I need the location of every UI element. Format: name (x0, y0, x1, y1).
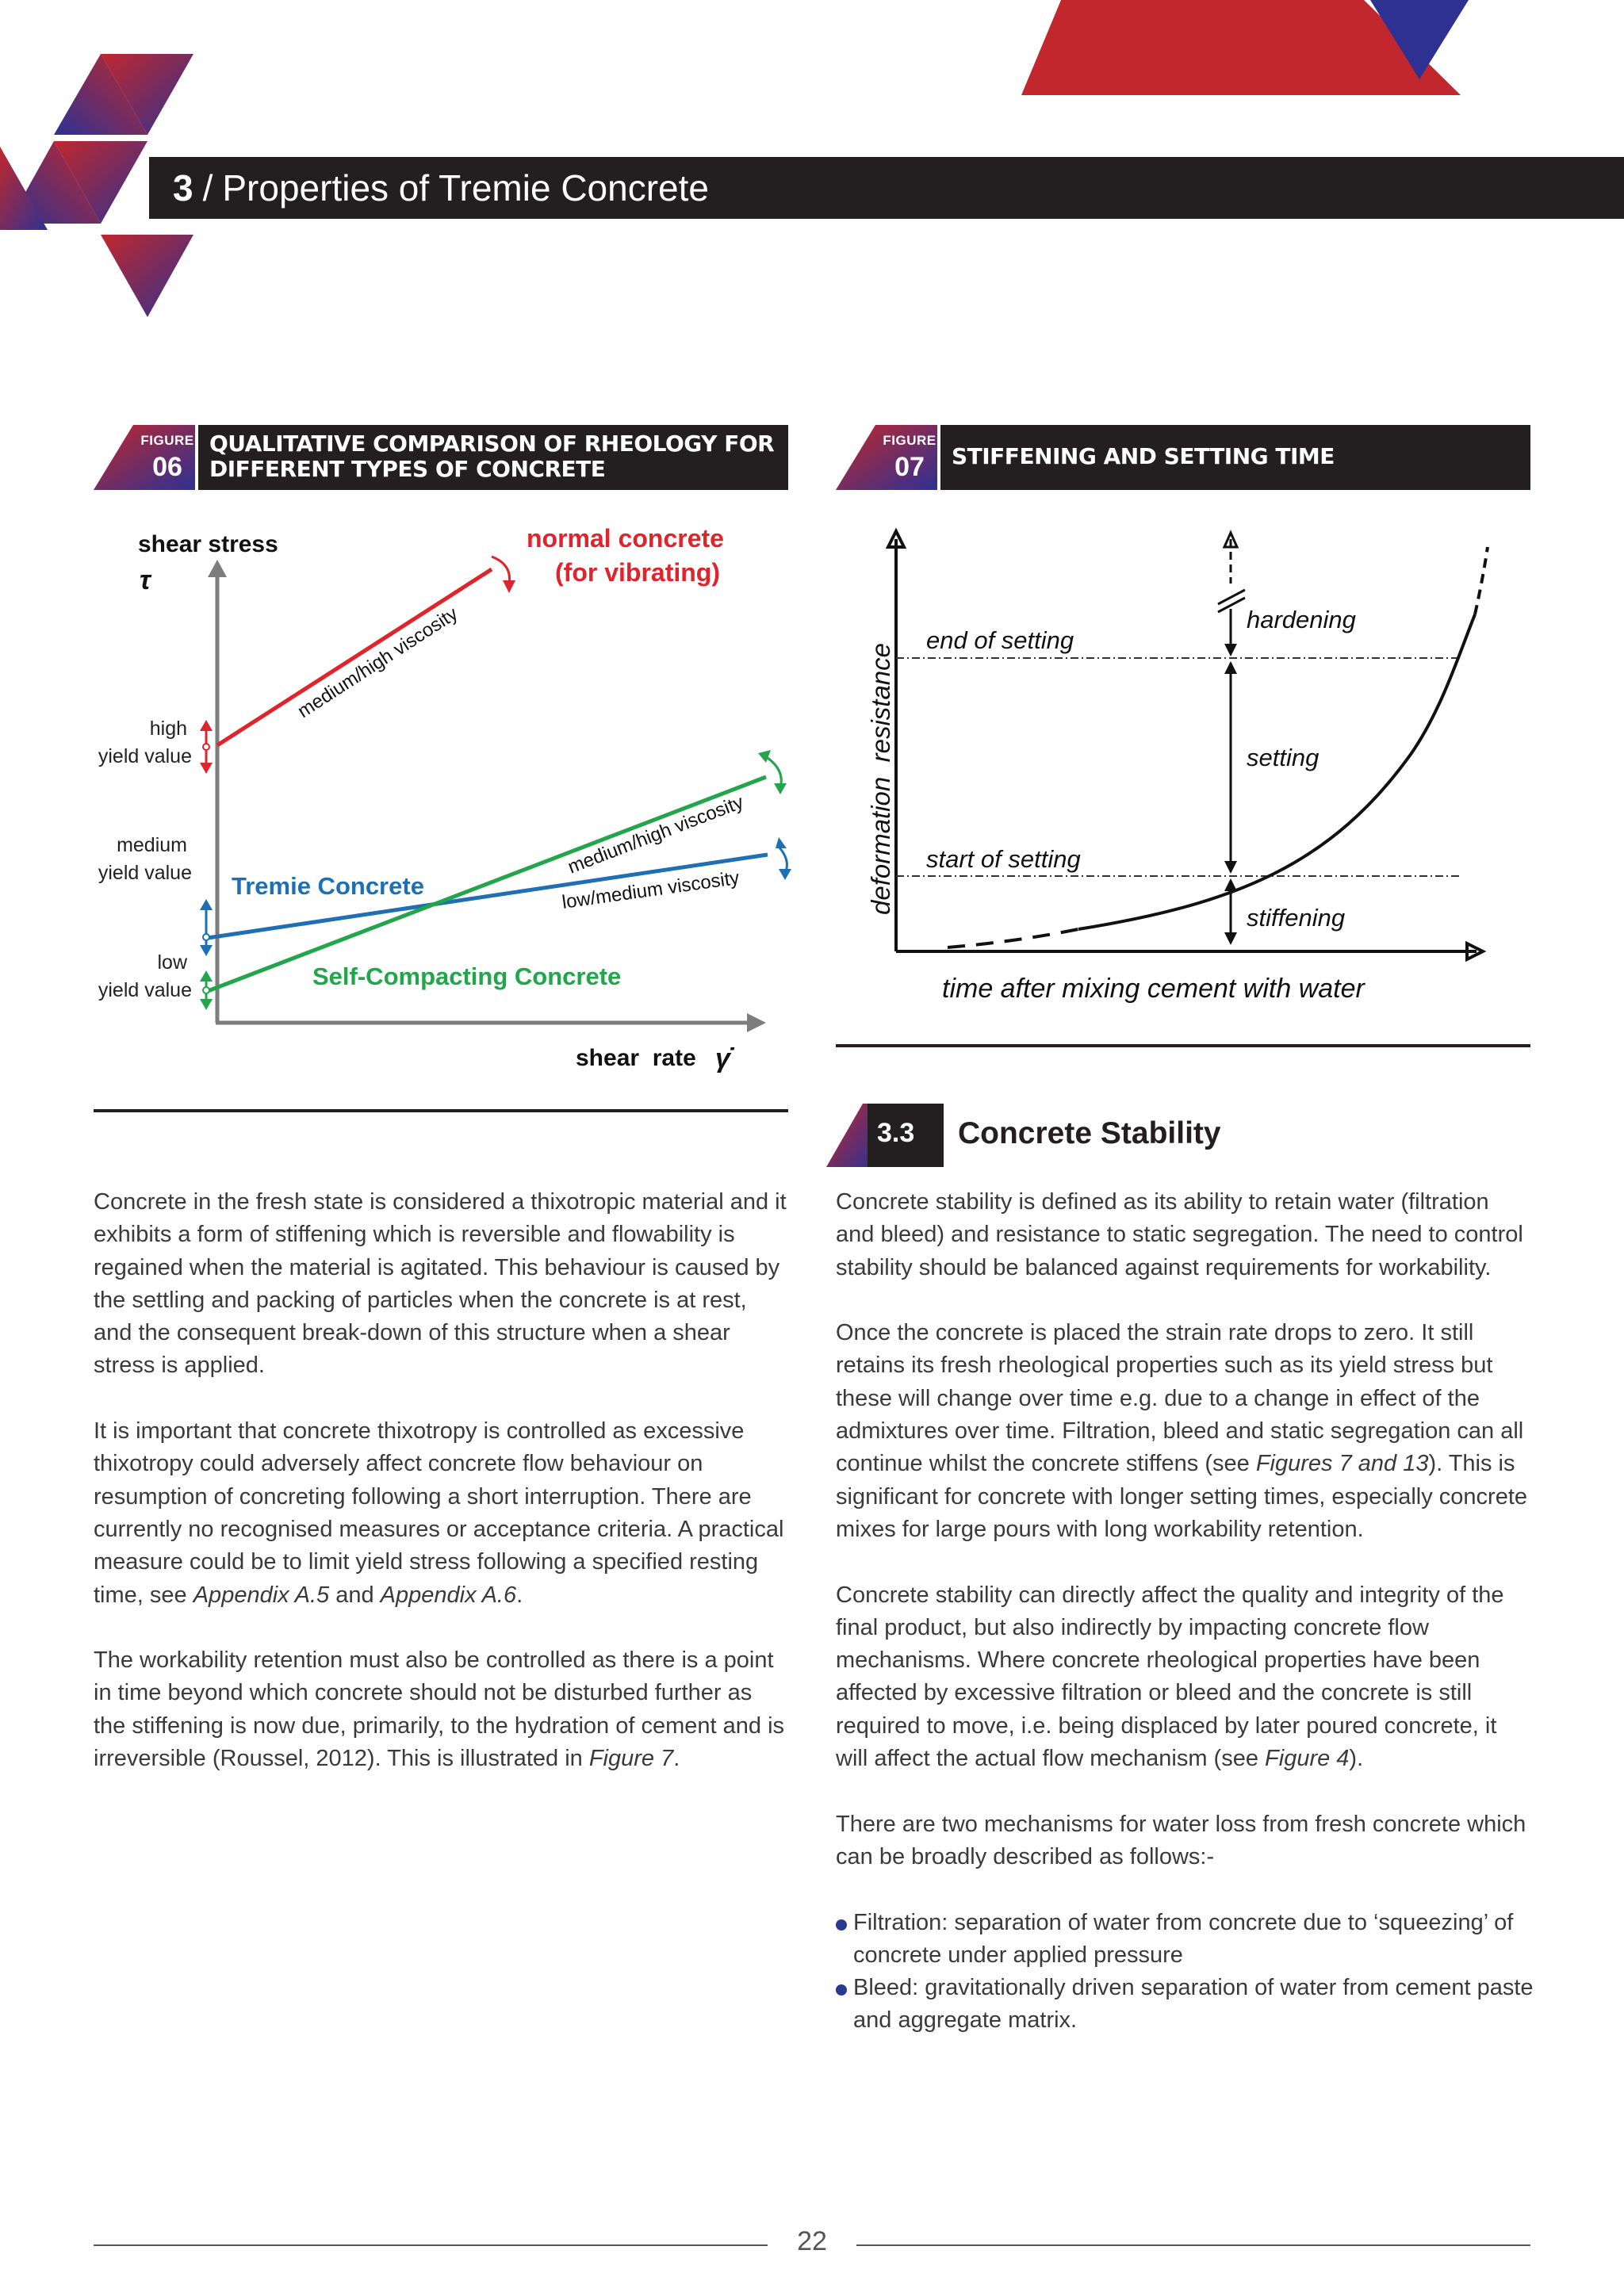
left-column-text (94, 1186, 788, 1808)
figure-6-header (94, 425, 788, 490)
scc-viscosity-label: medium/high viscosity (565, 791, 747, 878)
figure-7-title-bar (940, 425, 1530, 490)
x-axis-symbol: γ̇ (715, 1043, 730, 1073)
x-axis-arrow-head (747, 1013, 766, 1032)
figure-label: FIGURE (883, 433, 936, 448)
tick-label-high-2: yield value (98, 745, 192, 767)
end-of-setting-label: end of setting (926, 626, 1074, 654)
figure-6-title-bar (198, 425, 788, 490)
hardening-label: hardening (1247, 606, 1356, 633)
figure-number: 06 (152, 452, 182, 482)
figure-6-title-line2: DIFFERENT TYPES OF CONCRETE (209, 456, 606, 482)
figure-7-header (836, 425, 1530, 490)
setting-curve (1078, 614, 1475, 929)
figure-7-setting-chart (825, 515, 1538, 1023)
figure-7-tab (836, 425, 937, 490)
figure-number: 07 (894, 452, 925, 482)
page-header-bar (149, 157, 1624, 219)
paragraph: There are two mechanisms for water loss from fresh concrete which can be broadly described as follows:- (836, 1811, 1526, 1869)
figure-reference: Figures 7 and 13 (1255, 1451, 1429, 1477)
bullet-icon (836, 1919, 847, 1931)
tick-label-low-1: low (157, 951, 187, 974)
section-number: 3 (173, 167, 193, 209)
figure-6-bottom-rule (94, 1109, 788, 1112)
footer-rule-left (94, 2244, 768, 2246)
list-item: Filtration: separation of water from concrete due to ‘squeezing’ of concrete under applied pressure (836, 1907, 1534, 1973)
figure-label: FIGURE (140, 433, 194, 448)
start-of-setting-label: start of setting (926, 845, 1081, 873)
tick-label-low-2: yield value (98, 979, 192, 1001)
appendix-reference: Appendix A.5 (193, 1582, 330, 1608)
stiffening-label: stiffening (1247, 904, 1346, 932)
bullet-list (836, 1907, 1534, 2038)
y-axis-arrow-head (208, 560, 227, 577)
tick-label-medium-1: medium (117, 834, 187, 856)
bullet-icon (836, 1984, 847, 1996)
figure-reference: Figure 7 (588, 1746, 674, 1772)
paragraph: Concrete stability is defined as its ability to retain water (filtration and bleed) and resistance to static segregation. The need to control stability should be balanced against requirements for workability. (836, 1189, 1523, 1280)
tick-label-high-1: high (149, 718, 187, 740)
paragraph: Once the concrete is placed the strain rate drops to zero. It still retains its fresh rheological properties such as its yield stress but these will change over time e.g. due to a change in effect of the admixtures over time. Filtration, bleed and static segregation can all continue whilst the concrete stiffens (see Figures 7 and 13). This is significant for concrete with longer setting times, especially concrete mixes for large pours with long workability retention. (836, 1320, 1528, 1542)
normal-concrete-label-2: (for vibrating) (555, 558, 720, 587)
header-title-text: Properties of Tremie Concrete (222, 167, 709, 209)
figure-6-rheology-chart (79, 515, 793, 1086)
section-title: Concrete Stability (958, 1116, 1221, 1150)
section-number-badge: 3.3 (877, 1118, 915, 1148)
scc-label: Self-Compacting Concrete (312, 962, 622, 990)
triangle-decor (101, 235, 193, 317)
paragraph: Concrete stability can directly affect the quality and integrity of the final product, but also indirectly by impacting concrete flow mechanisms. Where concrete rheological properties have been affected by excessive filtration or bleed and the concrete is still required to move, i.e. being displaced by later poured concrete, it will affect the actual flow mechanism (see Figure 4). (836, 1582, 1504, 1772)
y-axis-label: deformation resistance (866, 642, 895, 915)
hardening-curve-dashed (1475, 547, 1488, 614)
figure-7-bottom-rule (836, 1044, 1530, 1047)
paragraph: The workability retention must also be controlled as there is a point in time beyond which concrete should not be disturbed further as the stiffening is now due, primarily, to the hydration of cement and is irreversible (Roussel, 2012). This is illustrated in Figure 7. (94, 1647, 785, 1772)
y-axis-label: shear stress (138, 531, 278, 557)
normal-viscosity-label: medium/high viscosity (293, 603, 462, 723)
appendix-reference: Appendix A.6 (380, 1582, 517, 1608)
page-header-title (173, 166, 709, 209)
list-item: Bleed: gravitationally driven separation of water from cement paste and aggregate matrix. (836, 1972, 1534, 2038)
section-3-3-tab (826, 1104, 944, 1167)
normal-concrete-line (217, 569, 492, 745)
page-number: 22 (797, 2226, 827, 2256)
figure-6-title-line1: QUALITATIVE COMPARISON OF RHEOLOGY FOR (209, 430, 775, 457)
tick-label-medium-2: yield value (98, 862, 192, 884)
paragraph: It is important that concrete thixotropy is controlled as excessive thixotropy could adversely affect concrete flow behaviour on resumption of concreting following a short interruption. There are currently no recognised measures or acceptance criteria. A practical measure could be to limit yield stress following a specified resting time, see Appendix A.5 and Appendix A.6. (94, 1418, 784, 1608)
footer-rule-right (856, 2244, 1530, 2246)
stiffening-curve-dashed (948, 929, 1078, 947)
setting-label: setting (1247, 744, 1320, 771)
x-axis-label: shear rate (576, 1045, 696, 1071)
figure-6-tab (94, 425, 195, 490)
figure-7-title: STIFFENING AND SETTING TIME (952, 443, 1335, 469)
tremie-concrete-label: Tremie Concrete (232, 872, 424, 900)
y-axis-symbol: τ (140, 565, 151, 595)
header-separator: / (202, 167, 213, 209)
normal-concrete-label-1: normal concrete (527, 524, 724, 553)
paragraph: Concrete in the fresh state is considered a thixotropic material and it exhibits a form of stiffening which is reversible and flowability is regained when the material is agitated. This behaviour is caused by the settling and packing of particles when the concrete is at rest, and the consequent break-down of this structure when a shear stress is applied. (94, 1189, 787, 1379)
figure-reference: Figure 4 (1265, 1746, 1350, 1772)
right-column-text (836, 1186, 1534, 2038)
normal-rotation-arrow (492, 557, 510, 584)
x-axis-label: time after mixing cement with water (942, 974, 1365, 1004)
tremie-viscosity-label: low/medium viscosity (561, 867, 741, 913)
